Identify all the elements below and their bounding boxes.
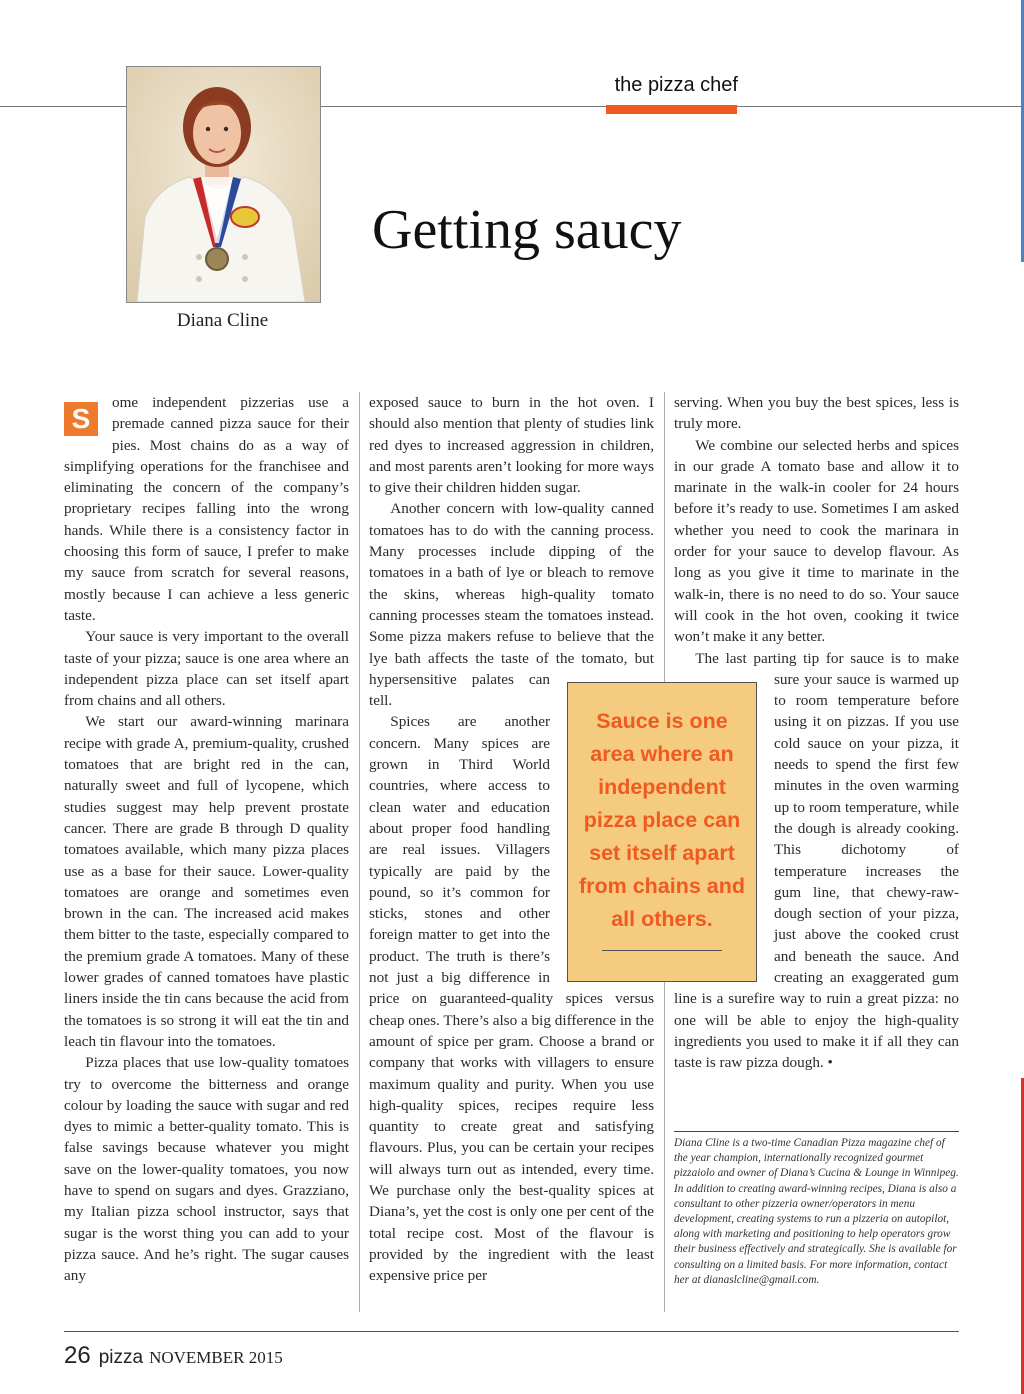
author-bio: Diana Cline is a two-time Canadian Pizza magazine chef of the year champion, internationally recognized gourmet pizzaiolo and owner of Diana’s Cucina & Lounge in Winnipeg. In addition to creating award-winning recipes, Diana is also a consultant to other pizzeria owner/operators in menu development, creating systems to run a pizzeria on autopilot, along with marketing and positioning to help operators grow their business effectively and strategically. She is available for consulting on a limited basis. For more information, contact her at dianaslcline@gmail.com. [674, 1137, 959, 1286]
issue-date: NOVEMBER 2015 [149, 1348, 283, 1367]
paragraph: Another concern with low-quality canned tomatoes has to do with the canning process. Many processes include dipping of the tomatoes in a bath of lye or bleach to remove the skins, whereas high-quality tomato canning processes steam the tomatoes instead. Some pizza makers refuse to believe that the lye bath affects the taste of the tomato, but hypersensitive palates can tell. [369, 500, 654, 710]
paragraph: Spices are another concern. Many spices are grown in Third World countries, where access to clean water and education about proper food handling are real issues. Villagers typically are paid by the pound, so it’s common for sticks, stones and other foreign matter to get into the product. The truth is there’s not just a big difference in price on guaranteed-quality spices versus cheap ones. There’s also a big difference in the amount of spice per gram. Choose a brand or company that works with villagers to ensure maximum quality and purity. When you use high-quality spices, recipes require less quantity to create great and satisfying flavours. Plus, you can be certain your recipes will always turn out as intended, every time. We purchase only the best-quality spices at Diana’s, yet the cost is only one per cent of the total recipe cost. Most of the flavour is provided by the ingredient with the least expensive price per [369, 713, 654, 1285]
footer-rule [64, 1331, 959, 1332]
photo-caption: Diana Cline [176, 310, 269, 331]
paragraph: The last parting tip for sauce is to make sure your sauce is warmed up to room temperature before using it on pizzas. If you use cold sauce on your pizza, it needs to spend the first few minutes in the oven warming up to room temperature, while the dough is already cooking. This dichotomy of temperature increases the gum line, that chewy-raw-dough section of your pizza, just above the cooked crust and beneath the sauce. And creating an exaggerated gum line is a surefire way to ruin a great pizza: no one will be able to enjoy the high-quality ingredients you used to make it if all they can taste is raw pizza dough. • [674, 649, 959, 1072]
section-accent-bar [606, 105, 737, 114]
article-column-1 [64, 392, 349, 1286]
paragraph: serving. When you buy the best spices, less is truly more. [674, 394, 959, 433]
section-label: the pizza chef [614, 74, 738, 96]
header-rule-left [0, 106, 126, 107]
column-divider [359, 392, 360, 1312]
paragraph: exposed sauce to burn in the hot oven. I should also mention that plenty of studies link red dyes to increased aggression in children, and most parents aren’t looking for more ways to give their children hidden sugar. [369, 394, 654, 497]
paragraph: We combine our selected herbs and spices in our grade A tomato base and allow it to marinate in the walk-in cooler for 24 hours before it’s ready to use. Sometimes I am asked whether you need to cook the marinara in order for your sauce to develop flavour. As long as you give it time to marinate in the walk-in, there is no need to do so. Your sauce will cook in the hot oven, cooking it twice won’t make it any better. [674, 436, 959, 646]
article-title: Getting saucy [372, 199, 682, 261]
page-number: 26 [64, 1342, 91, 1369]
pull-quote-rule [602, 950, 722, 951]
bio-rule [674, 1131, 959, 1132]
paragraph: Your sauce is very important to the overall taste of your pizza; sauce is one area where an independent pizza place can set itself apart from chains and all others. [64, 628, 349, 710]
author-photo [126, 66, 321, 303]
magazine-name: pizza [98, 1347, 144, 1368]
paragraph: Pizza places that use low-quality tomatoes try to overcome the bitterness and orange colour by loading the sauce with sugar and red dyes to mimic a better-quality tomato. This is false savings because whatever you might save on the lower-quality tomatoes, you now have to spend on sugars and dyes. Grazziano, my Italian pizza school instructor, says that sugar is the worst thing you can add to your pizza sauce. And he’s right. The sugar causes any [64, 1054, 349, 1285]
paragraph: S ome independent pizzerias use a premade canned pizza sauce for their pies. Most chains do as a way of simplifying operations for the franchisee and eliminating the concern of the company’s proprietary recipes falling into the wrong hands. While there is a consistency factor in choosing this form of sauce, I prefer to make my sauce from scratch for several reasons, mostly because I can achieve a less generic taste. [64, 394, 349, 624]
paragraph: We start our award-winning marinara recipe with grade A, premium-quality, crushed tomatoes that are bright red in the can, naturally sweet and full of lycopene, which studies suggest may help prevent prostate cancer. There are grade B through D quality tomatoes available, which many pizza places use as a base for their sauce. Lower-quality tomatoes are orange and sometimes even brown in the can. The increased acid makes them bitter to the taste, especially compared to the premium grade A tomatoes. Many of these lower grades of canned tomatoes have plastic liners inside the tin cans because the acid from the tomatoes is so strong it will eat the tin and leach tin flavour into the tomatoes. [64, 713, 349, 1050]
pull-quote-text: Sauce is one area where an independent pizza place can set itself apart from chains and all others. [578, 709, 746, 931]
pull-quote [567, 682, 757, 982]
page-footer [64, 1342, 283, 1370]
drop-cap: S [64, 402, 98, 436]
